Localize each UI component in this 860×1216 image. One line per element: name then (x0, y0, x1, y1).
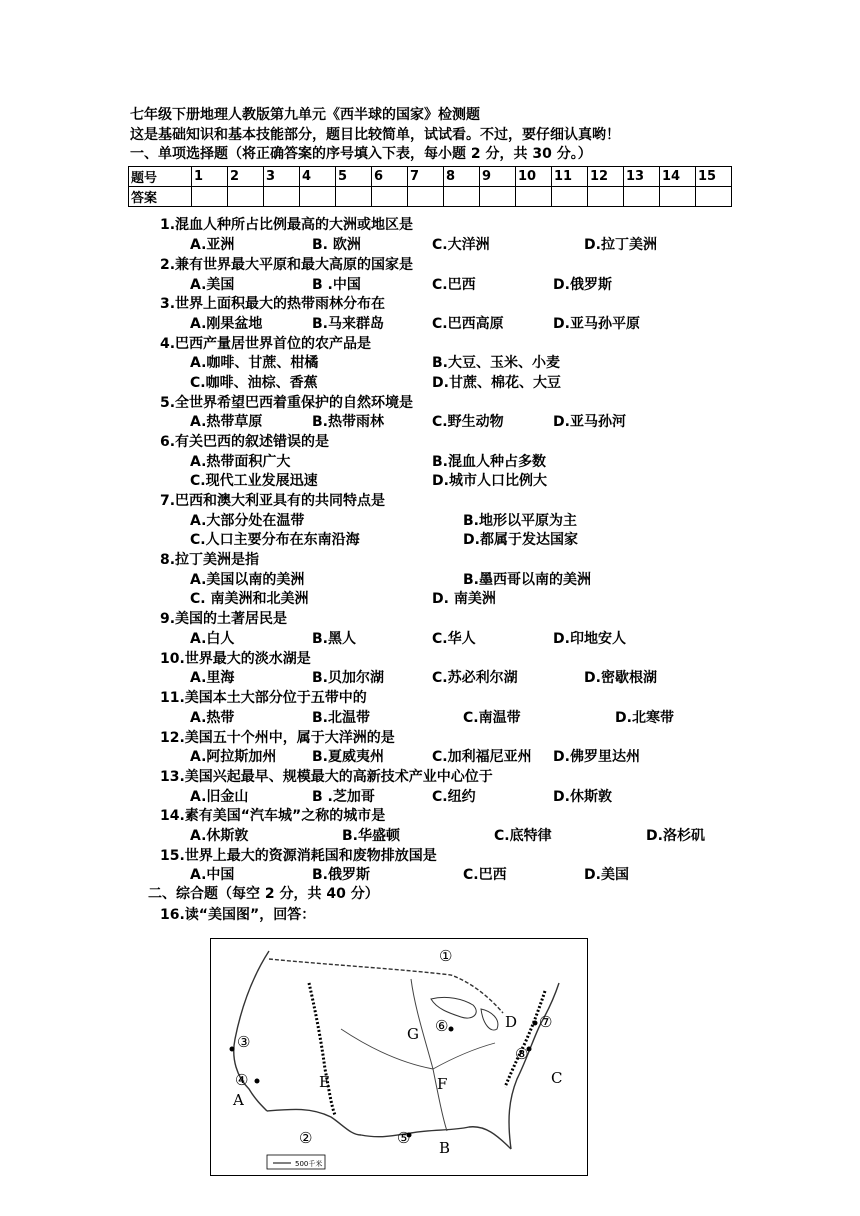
answer-table-number-row (129, 167, 732, 187)
question-9-option-b: B.黑人 (312, 631, 356, 647)
map-label-d: D (505, 1013, 518, 1031)
question-2-option-d: D.俄罗斯 (553, 277, 612, 293)
question-12-option-c: C.加利福尼亚州 (432, 749, 532, 765)
page-title: 七年级下册地理人教版第九单元《西半球的国家》检测题 (130, 107, 480, 123)
answer-cell[interactable] (336, 187, 372, 207)
question-4-stem: 4.巴西产量居世界首位的农产品是 (160, 336, 372, 352)
answer-cell[interactable] (660, 187, 696, 207)
answer-table-number: 2 (228, 167, 264, 187)
answer-table-number: 7 (408, 167, 444, 187)
question-6-stem: 6.有关巴西的叙述错误的是 (160, 434, 330, 450)
answer-table-number: 15 (696, 167, 732, 187)
question-10-stem: 10.世界最大的淡水湖是 (160, 651, 311, 667)
answer-cell[interactable] (480, 187, 516, 207)
map-label-2: ② (299, 1129, 313, 1147)
question-6-option-c: C.现代工业发展迅速 (190, 473, 318, 489)
section-2-heading: 二、综合题（每空 2 分，共 40 分） (148, 886, 379, 902)
question-3-option-b: B.马来群岛 (312, 316, 384, 332)
question-12-option-b: B.夏威夷州 (312, 749, 384, 765)
question-10-option-b: B.贝加尔湖 (312, 670, 384, 686)
question-7-option-d: D.都属于发达国家 (463, 532, 578, 548)
question-5-stem: 5.全世界希望巴西着重保护的自然环境是 (160, 395, 414, 411)
question-13-option-b: B .芝加哥 (312, 789, 375, 805)
map-label-a: A (233, 1091, 244, 1109)
question-11-option-d: D.北寒带 (615, 710, 674, 726)
answer-table-number: 9 (480, 167, 516, 187)
answer-table-number: 12 (588, 167, 624, 187)
question-4-option-d: D.甘蔗、棉花、大豆 (432, 375, 561, 391)
question-8-option-d: D. 南美洲 (432, 591, 496, 607)
usa-map (210, 938, 588, 1176)
answer-table-number: 3 (264, 167, 300, 187)
question-15-option-d: D.美国 (584, 867, 629, 883)
answer-cell[interactable] (516, 187, 552, 207)
map-label-b: B (439, 1139, 451, 1157)
question-8-option-c: C. 南美洲和北美洲 (190, 591, 309, 607)
question-11-option-a: A.热带 (190, 710, 235, 726)
answer-cell[interactable] (444, 187, 480, 207)
answer-table-number: 13 (624, 167, 660, 187)
city-dot (255, 1079, 260, 1084)
question-1-option-d: D.拉丁美洲 (584, 237, 657, 253)
question-8-option-b: B.墨西哥以南的美洲 (463, 572, 591, 588)
question-3-option-c: C.巴西高原 (432, 316, 504, 332)
ohio-river (433, 1043, 495, 1069)
answer-table-number: 10 (516, 167, 552, 187)
question-12-option-d: D.佛罗里达州 (553, 749, 640, 765)
question-6-option-a: A.热带面积广大 (190, 454, 291, 470)
map-label-c: C (551, 1069, 563, 1087)
answer-table-number: 11 (552, 167, 588, 187)
city-dot (533, 1021, 538, 1026)
mexico-border (267, 1109, 361, 1135)
map-label-5: ⑤ (397, 1129, 411, 1147)
answer-table-number: 14 (660, 167, 696, 187)
question-14-option-d: D.洛杉矶 (646, 828, 705, 844)
map-label-4: ④ (235, 1071, 249, 1089)
map-label-8: ⑧ (515, 1045, 529, 1063)
question-15-stem: 15.世界上最大的资源消耗国和废物排放国是 (160, 848, 437, 864)
question-15-option-a: A.中国 (190, 867, 235, 883)
question-1-stem: 1.混血人种所占比例最高的大洲或地区是 (160, 217, 414, 233)
mississippi-river (411, 979, 447, 1131)
question-4-option-b: B.大豆、玉米、小麦 (432, 355, 560, 371)
missouri-river (341, 1029, 433, 1069)
answer-cell[interactable] (192, 187, 228, 207)
east-coastline (509, 983, 559, 1149)
question-11-option-b: B.北温带 (312, 710, 370, 726)
question-16-stem: 16.读“美国图”，回答： (160, 907, 316, 923)
answer-table (128, 166, 732, 207)
great-lakes-east (481, 1009, 498, 1030)
answer-cell[interactable] (264, 187, 300, 207)
appalachian-mountains (505, 991, 545, 1087)
map-label-f: F (437, 1075, 448, 1093)
usa-map-drawing (211, 939, 587, 1175)
question-7-option-b: B.地形以平原为主 (463, 513, 577, 529)
question-13-stem: 13.美国兴起最早、规模最大的高新技术产业中心位于 (160, 769, 493, 785)
question-14-option-c: C.底特律 (494, 828, 552, 844)
question-1-option-c: C.大洋洲 (432, 237, 490, 253)
question-5-option-d: D.亚马孙河 (553, 414, 626, 430)
answer-cell[interactable] (624, 187, 660, 207)
answer-table-answer-row (129, 187, 732, 207)
question-3-stem: 3.世界上面积最大的热带雨林分布在 (160, 296, 386, 312)
question-7-option-a: A.大部分处在温带 (190, 513, 305, 529)
question-14-option-b: B.华盛顿 (342, 828, 400, 844)
answer-cell[interactable] (588, 187, 624, 207)
canada-border (269, 959, 503, 1013)
answer-table-number: 8 (444, 167, 480, 187)
question-15-option-b: B.俄罗斯 (312, 867, 370, 883)
gulf-coastline (361, 1127, 511, 1149)
city-dot (449, 1027, 454, 1032)
question-12-option-a: A.阿拉斯加州 (190, 749, 277, 765)
question-5-option-c: C.野生动物 (432, 414, 504, 430)
question-14-stem: 14.素有美国“汽车城”之称的城市是 (160, 808, 386, 824)
answer-cell[interactable] (552, 187, 588, 207)
question-5-option-b: B.热带雨林 (312, 414, 384, 430)
map-label-g: G (407, 1025, 419, 1043)
answer-table-number: 1 (192, 167, 228, 187)
answer-cell[interactable] (408, 187, 444, 207)
great-lakes (431, 997, 476, 1018)
question-10-option-a: A.里海 (190, 670, 235, 686)
question-13-option-a: A.旧金山 (190, 789, 249, 805)
question-1-option-a: A.亚洲 (190, 237, 235, 253)
answer-cell[interactable] (372, 187, 408, 207)
question-3-option-a: A.刚果盆地 (190, 316, 263, 332)
question-14-option-a: A.休斯敦 (190, 828, 249, 844)
question-6-option-b: B.混血人种占多数 (432, 454, 546, 470)
intro-text: 这是基础知识和基本技能部分，题目比较简单，试试看。不过，要仔细认真哟！ (130, 127, 620, 143)
map-label-e: E (319, 1073, 330, 1091)
question-8-option-a: A.美国以南的美洲 (190, 572, 305, 588)
question-2-option-b: B .中国 (312, 277, 361, 293)
question-11-option-c: C.南温带 (463, 710, 521, 726)
question-10-option-d: D.密歇根湖 (584, 670, 657, 686)
question-2-option-c: C.巴西 (432, 277, 476, 293)
map-label-7: ⑦ (539, 1013, 553, 1031)
answer-cell[interactable] (228, 187, 264, 207)
question-7-option-c: C.人口主要分布在东南沿海 (190, 532, 360, 548)
question-4-option-c: C.咖啡、油棕、香蕉 (190, 375, 318, 391)
map-label-3: ③ (237, 1033, 251, 1051)
question-2-option-a: A.美国 (190, 277, 235, 293)
question-4-option-a: A.咖啡、甘蔗、柑橘 (190, 355, 319, 371)
scale-label: 500千米 (295, 1160, 323, 1168)
question-7-stem: 7.巴西和澳大利亚具有的共同特点是 (160, 493, 386, 509)
question-13-option-d: D.休斯敦 (553, 789, 612, 805)
answer-table-row-label: 答案 (129, 187, 192, 207)
map-label-6: ⑥ (435, 1017, 449, 1035)
answer-table-number: 6 (372, 167, 408, 187)
question-9-option-d: D.印地安人 (553, 631, 626, 647)
question-13-option-c: C.纽约 (432, 789, 476, 805)
rocky-mountains (309, 983, 335, 1115)
question-2-stem: 2.兼有世界最大平原和最大高原的国家是 (160, 257, 414, 273)
question-12-stem: 12.美国五十个州中，属于大洋洲的是 (160, 730, 395, 746)
question-15-option-c: C.巴西 (463, 867, 507, 883)
map-label-1: ① (439, 947, 453, 965)
answer-cell[interactable] (300, 187, 336, 207)
question-11-stem: 11.美国本土大部分位于五带中的 (160, 690, 367, 706)
question-9-option-c: C.华人 (432, 631, 476, 647)
question-8-stem: 8.拉丁美洲是指 (160, 552, 260, 568)
answer-cell[interactable] (696, 187, 732, 207)
question-1-option-b: B. 欧洲 (312, 237, 361, 253)
city-dot (230, 1047, 235, 1052)
answer-table-row-label: 题号 (129, 167, 192, 187)
answer-table-number: 4 (300, 167, 336, 187)
question-3-option-d: D.亚马孙平原 (553, 316, 640, 332)
answer-table-number: 5 (336, 167, 372, 187)
section-1-heading: 一、单项选择题（将正确答案的序号填入下表，每小题 2 分，共 30 分。） (130, 146, 592, 162)
question-9-option-a: A.白人 (190, 631, 235, 647)
question-5-option-a: A.热带草原 (190, 414, 263, 430)
question-6-option-d: D.城市人口比例大 (432, 473, 547, 489)
question-9-stem: 9.美国的土著居民是 (160, 611, 288, 627)
question-10-option-c: C.苏必利尔湖 (432, 670, 518, 686)
